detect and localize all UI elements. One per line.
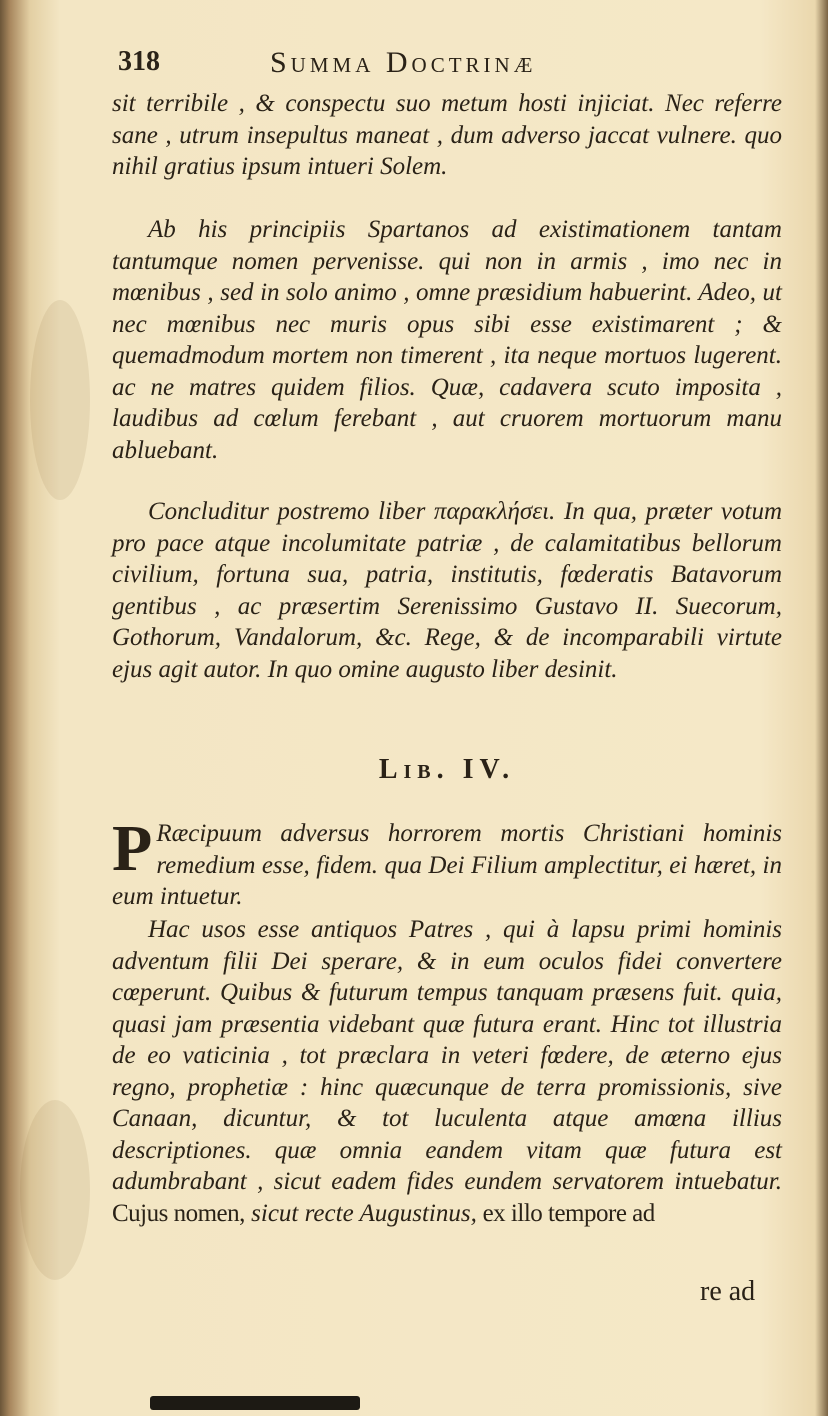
running-title: Summa Doctrinæ xyxy=(270,46,537,79)
italic-text: sicut recte Augustinus, xyxy=(244,1199,477,1227)
page-number: 318 xyxy=(118,46,160,77)
book-heading: Lib. IV. xyxy=(378,754,516,785)
page-edge-shadow xyxy=(150,1396,360,1410)
paragraph xyxy=(112,914,782,1229)
paragraph: Concluditur postremo liber παρακλήσει. In qua, præter votum pro pace atque incolumitate patriæ , de calamitatibus bellorum civilium, fortuna sua, patria, institutis, fœderatis Batavorum gentibus , ac præsertim Serenissimo Gustavo II. Suecorum, Gothorum, Vandalorum, &c. Rege, & de incomparabili virtute ejus agit autor. In quo omine augusto liber desinit. xyxy=(112,498,782,683)
paragraph: Ab his principiis Spartanos ad existimationem tantam tantumque nomen pervenisse. qui non in armis , imo nec in mœnibus , sed in solo animo , omne præsidium habuerint. Adeo, ut nec mœnibus nec muris opus sibi esse existimarent ; & quemadmodum mortem non timerent , ita neque mortuos lugerent. ac ne matres quidem filios. Quæ, cadavera scuto imposita , laudibus ad cœlum ferebant , aut cruorem mortuorum manu abluebant. xyxy=(112,216,782,464)
text-block xyxy=(112,812,782,913)
roman-text: ex illo tempore ad xyxy=(476,1199,655,1227)
paper-stain xyxy=(20,1100,90,1280)
text-block xyxy=(112,214,782,466)
text-block xyxy=(112,914,782,1229)
paragraph: sit terribile , & conspectu suo metum hosti injiciat. Nec referre sane , utrum insepultus maneat , dum adverso jaccat vulnere. quo nihil gratius ipsum intueri Solem. xyxy=(112,90,782,180)
roman-text: Cujus nomen, xyxy=(112,1199,245,1227)
text-block xyxy=(112,496,782,685)
drop-capital: P xyxy=(112,812,153,885)
catchword: re ad xyxy=(700,1276,756,1307)
paragraph xyxy=(112,812,782,913)
paper-stain xyxy=(30,300,90,500)
text-block xyxy=(112,88,782,183)
paragraph-text: Hac usos esse antiquos Patres , qui à lapsu primi hominis adventum filii Dei sperare, & in eum oculos fidei convertere cœperunt. Quibus & futurum tempus tanquam præsens fuit. quia, quasi jam præsentia videbant quæ futura erant. Hinc tot illustria de eo vaticinia , tot præclara in veteri fœdere, de æterno ejus regno, prophetiæ : hinc quæcunque de terra promissionis, sive Canaan, dicuntur, & tot luculenta atque amœna illius descriptiones. quæ omnia eandem vitam quæ futura est adumbrabant , sicut eadem fides eundem servatorem intuebatur. xyxy=(112,916,782,1195)
page-header xyxy=(118,44,678,84)
paragraph-text: Ræcipuum adversus horrorem mortis Christiani hominis remedium esse, fidem. qua Dei Filium amplectitur, ei hæret, in eum intuetur. xyxy=(112,820,782,910)
